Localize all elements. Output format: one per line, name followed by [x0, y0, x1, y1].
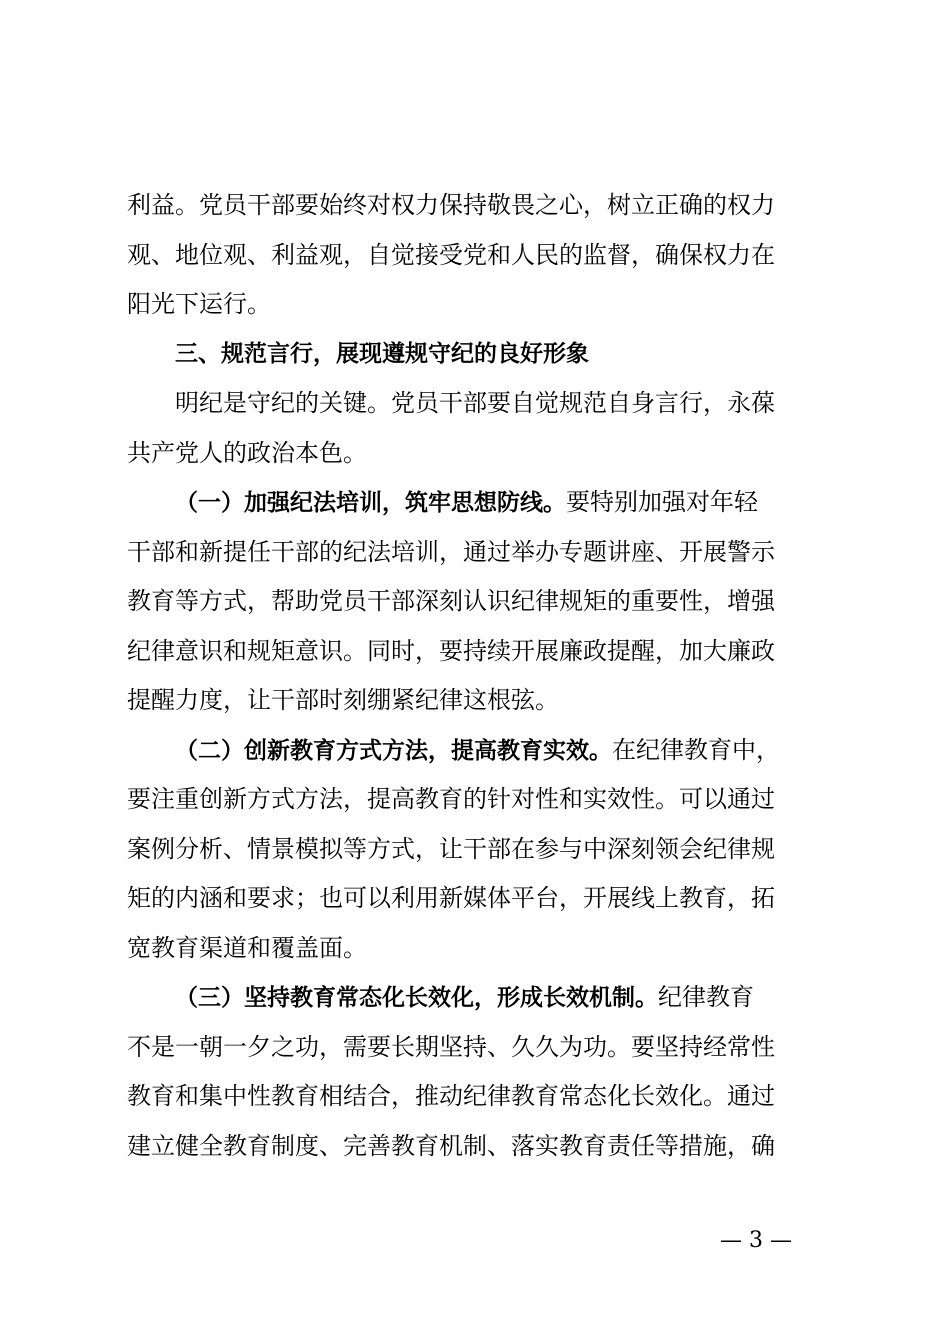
text-line: 建立健全教育制度、完善教育机制、落实教育责任等措施，确	[127, 1131, 775, 1160]
text-line: 不是一朝一夕之功，需要长期坚持、久久为功。要坚持经常性	[127, 1032, 775, 1061]
text-run: 纪律教育	[658, 983, 754, 1011]
subsection-lead: （三）坚持教育常态化长效化，形成长效机制。	[175, 985, 658, 1011]
text-line: 提醒力度，让干部时刻绷紧纪律这根弦。	[127, 686, 559, 714]
subsection-first-line	[127, 973, 833, 1023]
text-line: 教育和集中性教育相结合，推动纪律教育常态化长效化。通过	[127, 1082, 775, 1110]
text-line: 观、地位观、利益观，自觉接受党和人民的监督，确保权力在	[127, 240, 775, 269]
text-run: 要特别加强对年轻	[566, 488, 758, 516]
subsection-first-line	[127, 478, 833, 528]
subsection-lead: （二）创新教育方式方法，提高教育实效。	[175, 737, 612, 764]
text-line: 明纪是守纪的关键。党员干部要自觉规范自身言行，永葆	[175, 389, 775, 417]
text-line: 矩的内涵和要求；也可以利用新媒体平台，开展线上教育，拓	[127, 884, 775, 912]
subsection-lead: （一）加强纪法培训，筑牢思想防线。	[175, 490, 566, 516]
document-body	[127, 181, 833, 1171]
page-number: — 3 —	[720, 1228, 792, 1253]
text-run: 在纪律教育中，	[612, 735, 780, 764]
text-line: 宽教育渠道和覆盖面。	[127, 933, 367, 962]
text-line: 案例分析、情景模拟等方式，让干部在参与中深刻领会纪律规	[127, 834, 775, 863]
section-heading: 三、规范言行，展现遵规守纪的良好形象	[175, 340, 589, 367]
subsection-first-line	[127, 726, 833, 776]
text-line: 教育等方式，帮助党员干部深刻认识纪律规矩的重要性，增强	[127, 587, 775, 615]
text-line: 利益。党员干部要始终对权力保持敬畏之心，树立正确的权力	[127, 191, 775, 219]
text-line: 纪律意识和规矩意识。同时，要持续开展廉政提醒，加大廉政	[127, 636, 775, 665]
text-line: 共产党人的政治本色。	[127, 438, 367, 467]
text-line: 干部和新提任干部的纪法培训，通过举办专题讲座、开展警示	[127, 537, 775, 566]
text-line: 要注重创新方式方法，提高教育的针对性和实效性。可以通过	[127, 785, 775, 813]
text-line: 阳光下运行。	[127, 290, 271, 318]
